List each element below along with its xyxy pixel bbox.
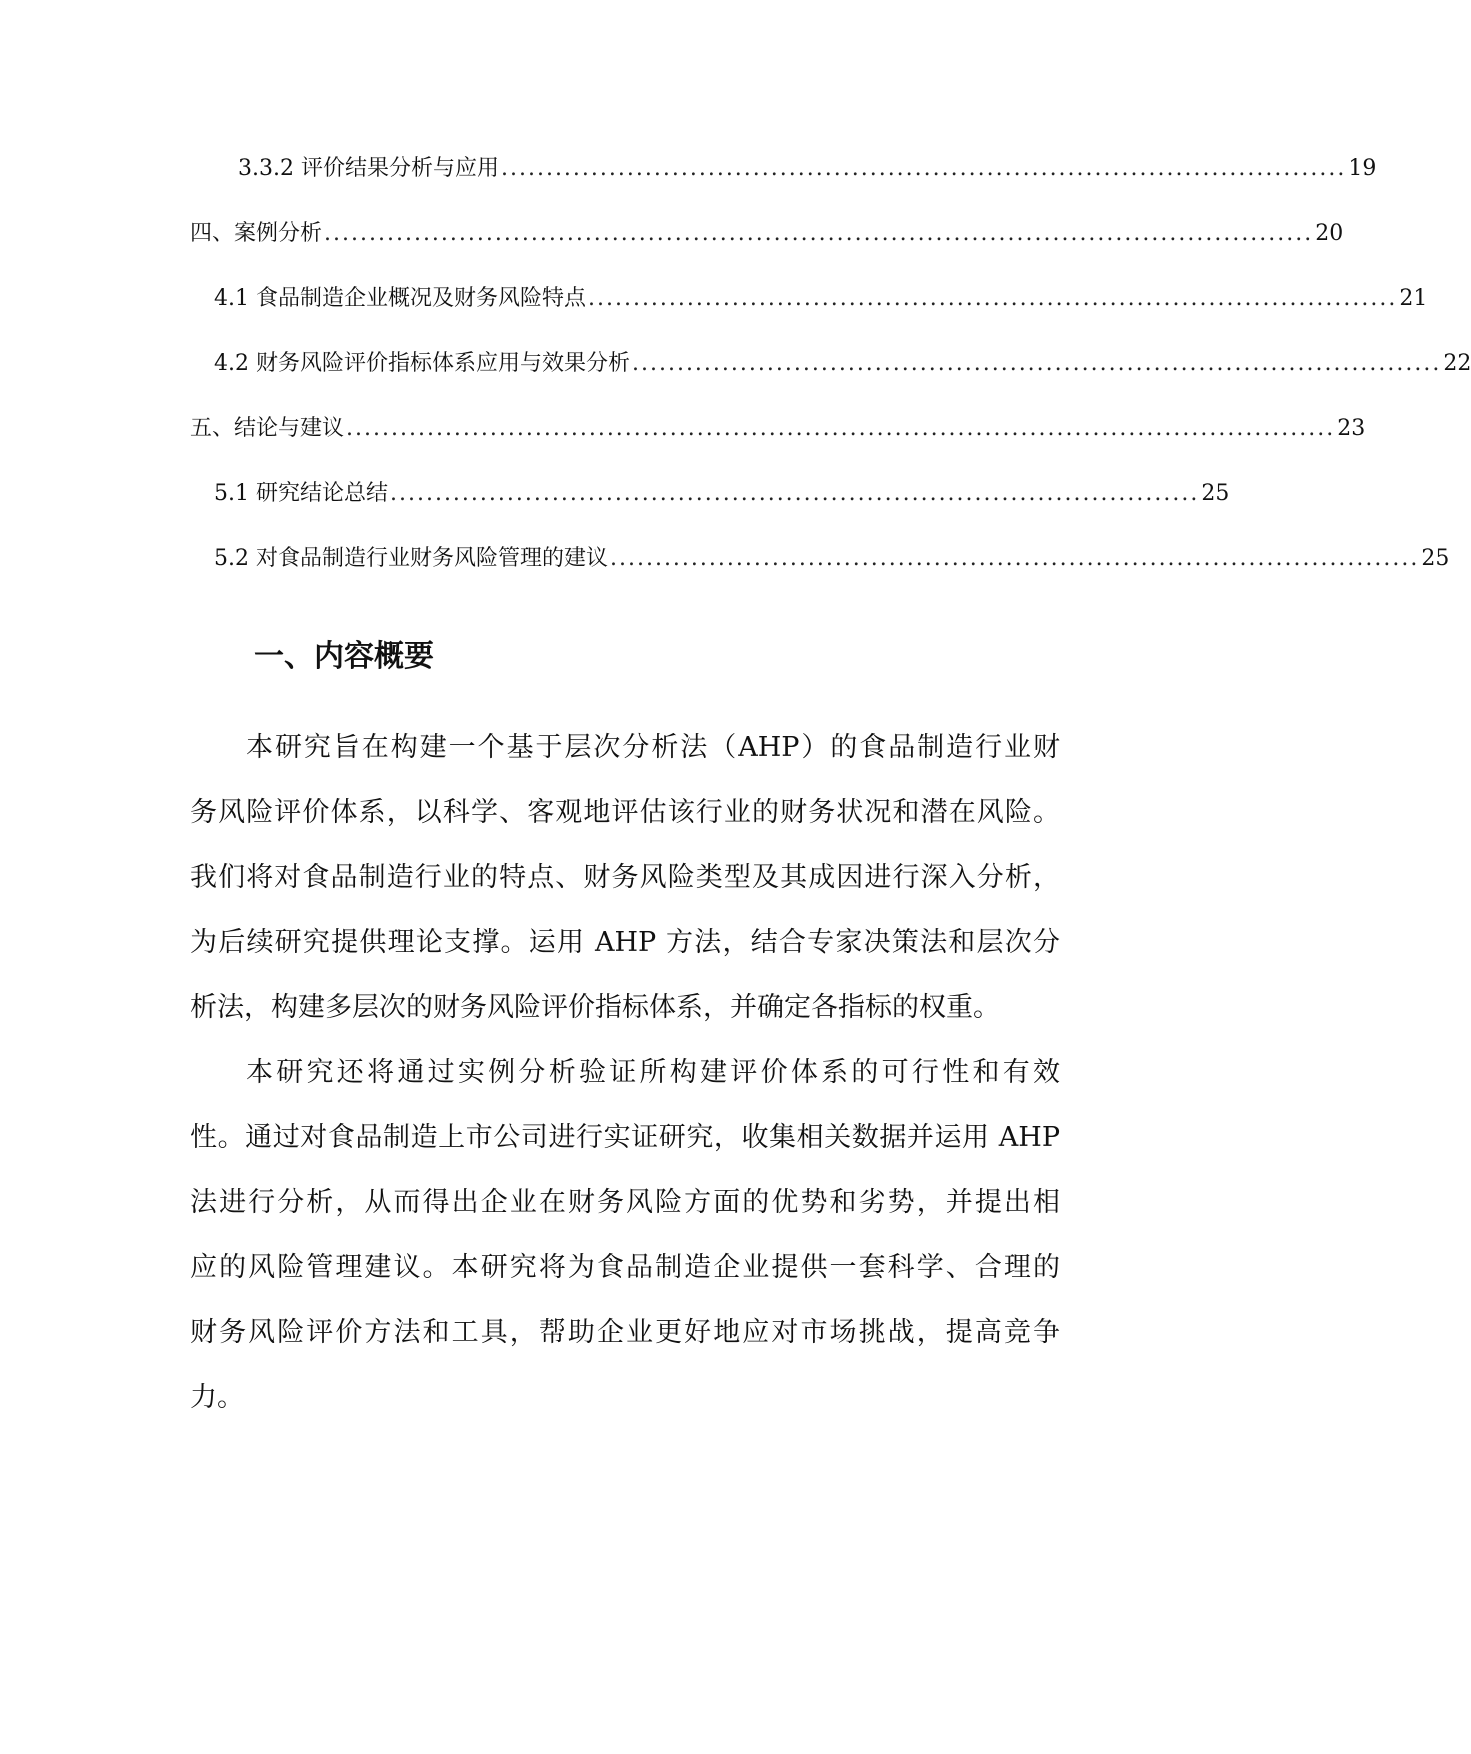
toc-entry-page: 21 (1399, 286, 1428, 311)
toc-entry-title: 5.1 研究结论总结 (214, 481, 388, 506)
paragraph-line: 财务风险评价方法和工具，帮助企业更好地应对市场挑战，提高竞争 (190, 1317, 1060, 1348)
toc-entry-3-3-2[interactable] (238, 152, 1377, 186)
paragraph-line: 我们将对食品制造行业的特点、财务风险类型及其成因进行深入分析， (190, 862, 1060, 893)
toc-entry-4-2[interactable] (214, 347, 1471, 381)
toc-leader-dots: .......................................................................................... (587, 286, 1398, 311)
toc-entry-title: 4.1 食品制造企业概况及财务风险特点 (214, 286, 586, 311)
paragraph-line: 为后续研究提供理论支撑。运用 AHP 方法，结合专家决策法和层次分 (190, 927, 1060, 958)
toc-leader-dots: .............................................................................................................. (346, 416, 1336, 441)
toc-entry-title: 四、案例分析 (190, 221, 323, 246)
paragraph-line: 析法，构建多层次的财务风险评价指标体系，并确定各指标的权重。 (190, 992, 1000, 1023)
toc-entry-page: 22 (1443, 351, 1471, 376)
paragraph-line: 本研究旨在构建一个基于层次分析法（AHP）的食品制造行业财 (246, 732, 1060, 763)
paragraph-line: 务风险评价体系，以科学、客观地评估该行业的财务状况和潜在风险。 (190, 797, 1060, 828)
toc-entry-4-1[interactable] (214, 282, 1428, 316)
toc-entry-page: 20 (1315, 221, 1344, 246)
toc-entry-page: 23 (1337, 416, 1366, 441)
toc-entry-page: 25 (1421, 546, 1450, 571)
toc-leader-dots: .......................................................................................... (631, 351, 1442, 376)
paragraph-line: 性。通过对食品制造上市公司进行实证研究，收集相关数据并运用 AHP (190, 1122, 1060, 1153)
paragraph-line: 应的风险管理建议。本研究将为食品制造企业提供一套科学、合理的 (190, 1252, 1060, 1283)
toc-entry-title: 4.2 财务风险评价指标体系应用与效果分析 (214, 351, 630, 376)
toc-entry-page: 25 (1201, 481, 1230, 506)
toc-leader-dots: .............................................................................................. (500, 156, 1347, 181)
paragraph-line: 力。 (190, 1382, 244, 1413)
toc-leader-dots: .......................................................................................... (389, 481, 1200, 506)
toc-entry-chapter-5[interactable] (190, 412, 1366, 446)
toc-leader-dots: .............................................................................................................. (324, 221, 1314, 246)
section-heading: 一、内容概要 (254, 639, 434, 674)
toc-entry-5-2[interactable] (214, 542, 1450, 576)
toc-leader-dots: .......................................................................................... (609, 546, 1420, 571)
toc-entry-title: 3.3.2 评价结果分析与应用 (238, 156, 499, 181)
paragraph-line: 本研究还将通过实例分析验证所构建评价体系的可行性和有效 (246, 1057, 1060, 1088)
toc-entry-chapter-4[interactable] (190, 217, 1344, 251)
toc-entry-title: 五、结论与建议 (190, 416, 345, 441)
toc-entry-5-1[interactable] (214, 477, 1230, 511)
paragraph-line: 法进行分析，从而得出企业在财务风险方面的优势和劣势，并提出相 (190, 1187, 1060, 1218)
toc-entry-page: 19 (1348, 156, 1377, 181)
toc-entry-title: 5.2 对食品制造行业财务风险管理的建议 (214, 546, 608, 571)
